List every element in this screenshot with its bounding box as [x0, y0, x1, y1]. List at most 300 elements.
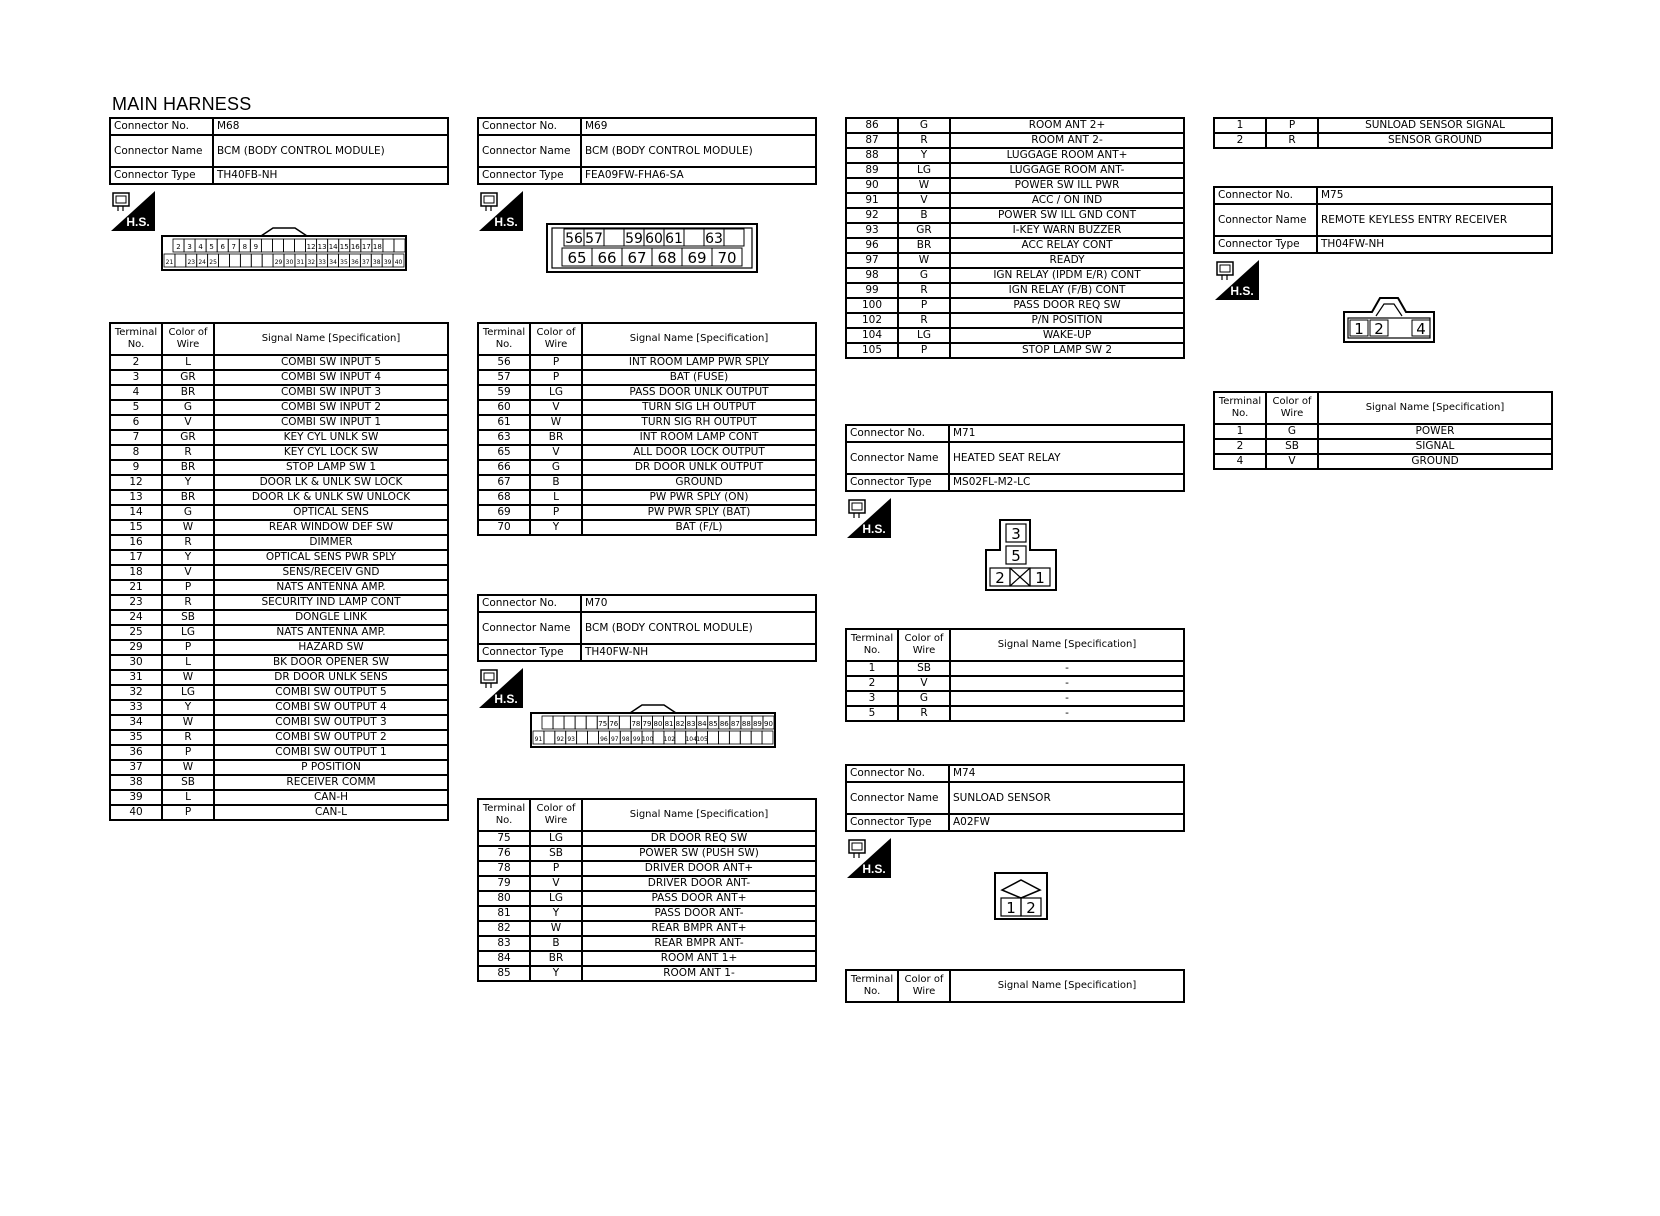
table-row	[846, 343, 1184, 358]
signal-name-cell: CAN-L	[214, 805, 448, 820]
m70-pin-table-b	[845, 117, 1185, 359]
connector-name-label: Connector Name	[846, 782, 949, 814]
terminal-cell: 3	[110, 370, 162, 385]
table-row	[478, 355, 816, 370]
m70-connector-diagram	[530, 703, 776, 749]
signal-name-cell: SENS/RECEIV GND	[214, 565, 448, 580]
signal-name-cell: DRIVER DOOR ANT+	[582, 861, 816, 876]
table-row	[846, 163, 1184, 178]
signal-name-cell: ALL DOOR LOCK OUTPUT	[582, 445, 816, 460]
hs-label: H.S.	[494, 692, 518, 706]
signal-name-cell: HAZARD SW	[214, 640, 448, 655]
connector-no-label: Connector No.	[478, 595, 581, 612]
wire-color-cell: Y	[898, 148, 950, 163]
wire-color-cell: SB	[898, 661, 950, 676]
color-of-wire-header: Color of Wire	[162, 323, 214, 355]
connector-no-label: Connector No.	[846, 765, 949, 782]
hs-connector-icon	[111, 191, 155, 231]
signal-name-cell: I-KEY WARN BUZZER	[950, 223, 1184, 238]
table-row	[478, 370, 816, 385]
wire-color-cell: P	[162, 580, 214, 595]
pin-number: 79	[642, 720, 652, 728]
connector-no-value: M68	[213, 118, 448, 135]
terminal-cell: 7	[110, 430, 162, 445]
table-row	[110, 685, 448, 700]
terminal-cell: 12	[110, 475, 162, 490]
table-row	[110, 475, 448, 490]
terminal-no-header: Terminal No.	[478, 799, 530, 831]
terminal-cell: 33	[110, 700, 162, 715]
wire-color-cell: BR	[530, 430, 582, 445]
wire-color-cell: G	[162, 505, 214, 520]
terminal-cell: 56	[478, 355, 530, 370]
hs-label: H.S.	[1230, 284, 1254, 298]
terminal-cell: 37	[110, 760, 162, 775]
table-row	[846, 148, 1184, 163]
terminal-cell: 30	[110, 655, 162, 670]
connector-name-value: HEATED SEAT RELAY	[949, 442, 1184, 474]
terminal-cell: 2	[1214, 439, 1266, 454]
pin-number: 6	[220, 243, 225, 251]
terminal-no-header: Terminal No.	[846, 629, 898, 661]
table-row	[478, 415, 816, 430]
connector-name-label: Connector Name	[1214, 204, 1317, 236]
connector-no-value: M70	[581, 595, 816, 612]
page-title: MAIN HARNESS	[112, 94, 252, 114]
terminal-cell: 13	[110, 490, 162, 505]
connector-name-value: BCM (BODY CONTROL MODULE)	[213, 135, 448, 167]
wire-color-cell: SB	[1266, 439, 1318, 454]
wire-color-cell: W	[162, 670, 214, 685]
pin-number: 80	[653, 720, 663, 728]
table-row	[110, 790, 448, 805]
m68-info-table	[109, 117, 449, 185]
wire-color-cell: P	[1266, 118, 1318, 133]
signal-name-cell: POWER SW ILL PWR	[950, 178, 1184, 193]
terminal-cell: 85	[478, 966, 530, 981]
table-row	[846, 238, 1184, 253]
table-row	[846, 298, 1184, 313]
wire-color-cell: W	[898, 178, 950, 193]
terminal-cell: 6	[110, 415, 162, 430]
wire-color-cell: G	[898, 691, 950, 706]
signal-name-cell: NATS ANTENNA AMP.	[214, 625, 448, 640]
terminal-cell: 87	[846, 133, 898, 148]
table-row	[846, 676, 1184, 691]
table-row	[110, 715, 448, 730]
pin-number: 78	[631, 720, 641, 728]
signal-name-cell: COMBI SW OUTPUT 1	[214, 745, 448, 760]
pin-number: 1	[1354, 320, 1364, 338]
wire-color-cell: R	[162, 535, 214, 550]
pin-number: 39	[383, 259, 392, 266]
connector-type-label: Connector Type	[1214, 236, 1317, 253]
wire-color-cell: GR	[162, 370, 214, 385]
wire-color-cell: G	[1266, 424, 1318, 439]
hs-label: H.S.	[862, 862, 886, 876]
table-row	[478, 460, 816, 475]
connector-latch	[261, 228, 307, 236]
wire-color-cell: R	[898, 313, 950, 328]
terminal-cell: 99	[846, 283, 898, 298]
table-row	[110, 760, 448, 775]
table-row	[846, 328, 1184, 343]
table-row	[478, 936, 816, 951]
terminal-cell: 68	[478, 490, 530, 505]
table-row	[110, 730, 448, 745]
connector-name-label: Connector Name	[478, 612, 581, 644]
signal-name-cell: STOP LAMP SW 2	[950, 343, 1184, 358]
connector-no-value: M69	[581, 118, 816, 135]
table-row	[478, 505, 816, 520]
pin-number: 75	[598, 720, 608, 728]
table-row	[478, 385, 816, 400]
signal-name-cell: READY	[950, 253, 1184, 268]
wire-color-cell: LG	[162, 625, 214, 640]
wire-color-cell: GR	[162, 430, 214, 445]
signal-name-cell: OPTICAL SENS	[214, 505, 448, 520]
pin-number: 2	[1374, 320, 1384, 338]
signal-name-cell: GROUND	[1318, 454, 1552, 469]
pin-number: 3	[1011, 525, 1021, 543]
m71-info-table	[845, 424, 1185, 492]
wire-color-cell: BR	[162, 460, 214, 475]
pin-number: 17	[361, 243, 371, 251]
signal-name-cell: ROOM ANT 1-	[582, 966, 816, 981]
signal-name-cell: ROOM ANT 1+	[582, 951, 816, 966]
table-row	[846, 223, 1184, 238]
terminal-cell: 84	[478, 951, 530, 966]
signal-name-cell: PASS DOOR UNLK OUTPUT	[582, 385, 816, 400]
signal-name-cell: -	[950, 676, 1184, 691]
pin-number: 13	[317, 243, 327, 251]
signal-name-cell: INT ROOM LAMP PWR SPLY	[582, 355, 816, 370]
connector-type-label: Connector Type	[846, 814, 949, 831]
wire-color-cell: L	[530, 490, 582, 505]
table-row	[1214, 424, 1552, 439]
pin-number: 87	[730, 720, 740, 728]
wire-color-cell: B	[530, 936, 582, 951]
table-row	[478, 966, 816, 981]
wire-color-cell: P	[898, 343, 950, 358]
signal-name-cell: -	[950, 706, 1184, 721]
pin-number: 36	[351, 259, 359, 266]
terminal-cell: 63	[478, 430, 530, 445]
pin-number: 57	[585, 231, 603, 247]
pin-number: 5	[209, 243, 214, 251]
table-row	[110, 520, 448, 535]
connector-no-label: Connector No.	[1214, 187, 1317, 204]
table-row	[110, 670, 448, 685]
wire-color-cell: LG	[162, 685, 214, 700]
table-row	[110, 550, 448, 565]
wire-color-cell: BR	[162, 385, 214, 400]
connector-type-value: FEA09FW-FHA6-SA	[581, 167, 816, 184]
terminal-cell: 14	[110, 505, 162, 520]
terminal-cell: 3	[846, 691, 898, 706]
terminal-cell: 21	[110, 580, 162, 595]
terminal-cell: 82	[478, 921, 530, 936]
signal-name-cell: COMBI SW INPUT 3	[214, 385, 448, 400]
m75-connector-diagram	[1342, 294, 1436, 344]
wire-color-cell: R	[898, 283, 950, 298]
table-row	[846, 253, 1184, 268]
signal-name-cell: NATS ANTENNA AMP.	[214, 580, 448, 595]
connector-type-value: TH40FB-NH	[213, 167, 448, 184]
signal-name-header: Signal Name [Specification]	[214, 323, 448, 355]
pin-number: 60	[645, 231, 663, 247]
terminal-cell: 35	[110, 730, 162, 745]
pin-number: 12	[306, 243, 316, 251]
pin-number: 83	[686, 720, 696, 728]
terminal-cell: 88	[846, 148, 898, 163]
table-row	[110, 610, 448, 625]
table-row	[846, 193, 1184, 208]
hs-connector-icon	[847, 498, 891, 538]
terminal-cell: 4	[1214, 454, 1266, 469]
table-row	[110, 355, 448, 370]
terminal-cell: 66	[478, 460, 530, 475]
signal-name-cell: COMBI SW INPUT 4	[214, 370, 448, 385]
table-row	[110, 385, 448, 400]
wire-color-cell: V	[162, 415, 214, 430]
pin-number: 59	[625, 231, 643, 247]
connector-type-label: Connector Type	[110, 167, 213, 184]
signal-name-cell: KEY CYL LOCK SW	[214, 445, 448, 460]
pin-number: 23	[187, 259, 196, 266]
signal-name-cell: REAR BMPR ANT-	[582, 936, 816, 951]
terminal-cell: 91	[846, 193, 898, 208]
connector-type-label: Connector Type	[478, 644, 581, 661]
wire-color-cell: P	[530, 861, 582, 876]
pin-number: 70	[717, 249, 737, 267]
signal-name-cell: IGN RELAY (IPDM E/R) CONT	[950, 268, 1184, 283]
signal-name-cell: IGN RELAY (F/B) CONT	[950, 283, 1184, 298]
m74-pin-table	[1213, 117, 1553, 149]
signal-name-cell: DONGLE LINK	[214, 610, 448, 625]
pin-number: 14	[328, 243, 338, 251]
terminal-cell: 2	[1214, 133, 1266, 148]
pin-number: 33	[318, 259, 327, 266]
terminal-cell: 31	[110, 670, 162, 685]
terminal-cell: 80	[478, 891, 530, 906]
pin-number: 21	[165, 259, 174, 266]
pin-number: 25	[209, 259, 217, 266]
wire-color-cell: L	[162, 790, 214, 805]
pin-number: 5	[1011, 547, 1021, 565]
color-of-wire-header: Color of Wire	[1266, 392, 1318, 424]
table-row	[478, 831, 816, 846]
table-row	[478, 475, 816, 490]
wire-color-cell: R	[1266, 133, 1318, 148]
connector-type-value: MS02FL-M2-LC	[949, 474, 1184, 491]
signal-name-cell: -	[950, 661, 1184, 676]
table-row	[478, 400, 816, 415]
terminal-cell: 1	[846, 661, 898, 676]
wire-color-cell: G	[898, 118, 950, 133]
terminal-cell: 78	[478, 861, 530, 876]
pin-number: 98	[621, 736, 630, 743]
terminal-cell: 38	[110, 775, 162, 790]
signal-name-cell: DIMMER	[214, 535, 448, 550]
pin-number: 89	[752, 720, 762, 728]
signal-name-cell: INT ROOM LAMP CONT	[582, 430, 816, 445]
wire-color-cell: GR	[898, 223, 950, 238]
signal-name-header: Signal Name [Specification]	[582, 323, 816, 355]
table-row	[110, 535, 448, 550]
hs-label: H.S.	[494, 215, 518, 229]
pin-number: 7	[231, 243, 236, 251]
terminal-cell: 57	[478, 370, 530, 385]
terminal-cell: 1	[1214, 118, 1266, 133]
wire-color-cell: Y	[162, 550, 214, 565]
pin-number: 69	[687, 249, 707, 267]
signal-name-cell: OPTICAL SENS PWR SPLY	[214, 550, 448, 565]
connector-name-value: SUNLOAD SENSOR	[949, 782, 1184, 814]
m68-pin-table	[109, 322, 449, 821]
terminal-cell: 23	[110, 595, 162, 610]
terminal-no-header: Terminal No.	[478, 323, 530, 355]
wire-color-cell: V	[530, 400, 582, 415]
m70-info-table	[477, 594, 817, 662]
table-row	[478, 861, 816, 876]
pin-number: 15	[339, 243, 349, 251]
pin-number: 3	[187, 243, 192, 251]
terminal-cell: 24	[110, 610, 162, 625]
pin-number: 81	[664, 720, 674, 728]
m71-pin-table	[845, 628, 1185, 722]
table-row	[846, 691, 1184, 706]
pin-number: 29	[274, 259, 283, 266]
pin-number: 84	[697, 720, 707, 728]
pin-number: 9	[253, 243, 259, 251]
table-row	[846, 178, 1184, 193]
signal-name-header: Signal Name [Specification]	[950, 970, 1184, 1002]
pin-number: 105	[696, 736, 708, 743]
m74-pin-table-header	[845, 969, 1185, 1003]
wire-color-cell: Y	[530, 906, 582, 921]
signal-name-cell: COMBI SW INPUT 2	[214, 400, 448, 415]
table-row	[110, 430, 448, 445]
wire-color-cell: SB	[530, 846, 582, 861]
table-row	[846, 133, 1184, 148]
terminal-cell: 34	[110, 715, 162, 730]
m68-connector-diagram	[161, 226, 407, 272]
terminal-cell: 25	[110, 625, 162, 640]
table-row	[846, 208, 1184, 223]
signal-name-cell: BAT (FUSE)	[582, 370, 816, 385]
terminal-cell: 100	[846, 298, 898, 313]
m75-info-table	[1213, 186, 1553, 254]
pin-number: 96	[600, 736, 608, 743]
signal-name-cell: PASS DOOR ANT-	[582, 906, 816, 921]
wire-color-cell: P	[530, 355, 582, 370]
terminal-no-header: Terminal No.	[846, 970, 898, 1002]
color-of-wire-header: Color of Wire	[530, 799, 582, 831]
pin-number: 2	[995, 569, 1005, 587]
pin-number: 63	[705, 231, 723, 247]
m74-connector-diagram	[994, 872, 1048, 920]
terminal-cell: 79	[478, 876, 530, 891]
wire-color-cell: W	[898, 253, 950, 268]
wire-color-cell: V	[530, 445, 582, 460]
terminal-no-header: Terminal No.	[1214, 392, 1266, 424]
wire-color-cell: R	[162, 730, 214, 745]
terminal-cell: 2	[846, 676, 898, 691]
signal-name-cell: DRIVER DOOR ANT-	[582, 876, 816, 891]
pin-number: 24	[198, 259, 207, 266]
terminal-cell: 102	[846, 313, 898, 328]
pin-number: 85	[708, 720, 718, 728]
wire-color-cell: P	[162, 805, 214, 820]
table-row	[846, 283, 1184, 298]
terminal-cell: 92	[846, 208, 898, 223]
signal-name-cell: PASS DOOR REQ SW	[950, 298, 1184, 313]
signal-name-cell: DOOR LK & UNLK SW LOCK	[214, 475, 448, 490]
terminal-cell: 67	[478, 475, 530, 490]
wire-color-cell: R	[162, 445, 214, 460]
table-row	[110, 490, 448, 505]
signal-name-cell: ROOM ANT 2-	[950, 133, 1184, 148]
table-row	[110, 445, 448, 460]
pin-number: 61	[665, 231, 683, 247]
table-row	[478, 921, 816, 936]
wire-color-cell: P	[162, 745, 214, 760]
wire-color-cell: W	[162, 520, 214, 535]
connector-type-value: TH40FW-NH	[581, 644, 816, 661]
signal-name-cell: ACC / ON IND	[950, 193, 1184, 208]
signal-name-cell: STOP LAMP SW 1	[214, 460, 448, 475]
connector-name-label: Connector Name	[110, 135, 213, 167]
signal-name-cell: COMBI SW INPUT 1	[214, 415, 448, 430]
wire-color-cell: B	[530, 475, 582, 490]
pin-number: 99	[632, 736, 641, 743]
table-row	[110, 580, 448, 595]
wire-color-cell: LG	[898, 328, 950, 343]
terminal-cell: 9	[110, 460, 162, 475]
terminal-cell: 1	[1214, 424, 1266, 439]
wire-color-cell: Y	[530, 520, 582, 535]
table-row	[110, 505, 448, 520]
wire-color-cell: Y	[162, 475, 214, 490]
connector-name-value: BCM (BODY CONTROL MODULE)	[581, 612, 816, 644]
terminal-cell: 59	[478, 385, 530, 400]
wire-color-cell: LG	[530, 831, 582, 846]
signal-name-cell: REAR BMPR ANT+	[582, 921, 816, 936]
pin-number: 90	[764, 720, 773, 728]
wire-color-cell: V	[1266, 454, 1318, 469]
connector-type-label: Connector Type	[846, 474, 949, 491]
pin-number: 76	[609, 720, 619, 728]
terminal-cell: 39	[110, 790, 162, 805]
table-row	[110, 625, 448, 640]
wire-color-cell: G	[162, 400, 214, 415]
wire-color-cell: BR	[162, 490, 214, 505]
wire-color-cell: LG	[898, 163, 950, 178]
terminal-cell: 18	[110, 565, 162, 580]
pin-number: 8	[242, 243, 248, 251]
pin-number: 102	[663, 736, 676, 743]
signal-name-cell: BK DOOR OPENER SW	[214, 655, 448, 670]
pin-number: 40	[394, 259, 403, 266]
m74-info-table	[845, 764, 1185, 832]
signal-name-cell: REAR WINDOW DEF SW	[214, 520, 448, 535]
terminal-cell: 97	[846, 253, 898, 268]
signal-name-cell: RECEIVER COMM	[214, 775, 448, 790]
signal-name-cell: DR DOOR UNLK OUTPUT	[582, 460, 816, 475]
signal-name-cell: P/N POSITION	[950, 313, 1184, 328]
wire-color-cell: V	[898, 676, 950, 691]
